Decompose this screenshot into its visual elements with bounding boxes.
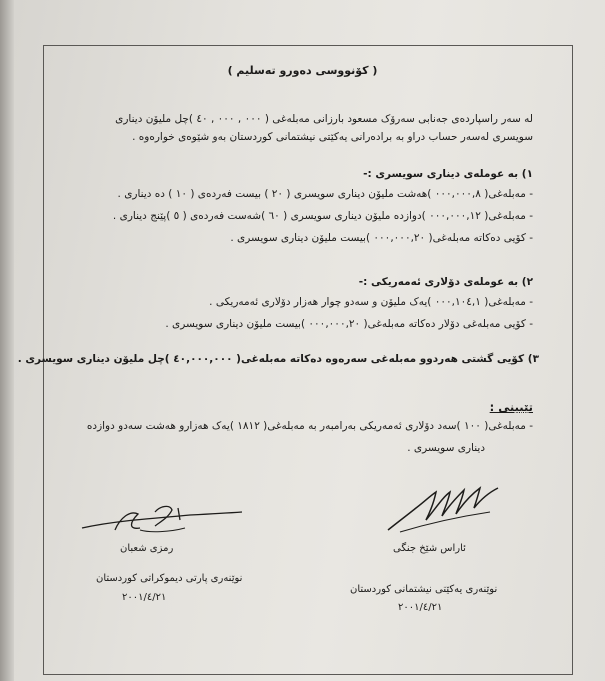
section2-line-2: - کۆیی مەبلەغی دۆلار دەکاتە مەبلەغی( ٠٠٠,٠٠٠,٢٠ )بیست ملیۆن دیناری سویسری .	[165, 318, 533, 330]
note-line-1: - مەبلەغی( ١٠٠ )سەد دۆلاری ئەمەریکی بەرامبەر بە مەبلەغی( ١٨١٢ )یەک هەزارو هەشت سەدو دوازدە	[86, 420, 533, 432]
note-line-2: دیناری سویسری .	[407, 442, 485, 454]
document-title: ( كۆنووسی دەورو تەسلیم )	[227, 64, 378, 77]
section1-line-2: - مەبلەغی( ٠٠٠,٠٠٠,١٢ )دوازدە ملیۆن دیناری سویسری ( ٦٠ )شەست فەردەی ( ٥ )پێنج دیناری .	[112, 210, 533, 222]
left-signatory-date: ٢٠٠١/٤/٢١	[122, 592, 167, 603]
left-signature-icon	[60, 500, 250, 545]
section3-heading: ٣) کۆیی گشتی هەردوو مەبلەغی سەرەوە دەکاتە مەبلەغی( ٤٠,٠٠٠,٠٠٠ )چل ملیۆن دیناری سویسری .	[17, 353, 539, 365]
right-signatory-name: ئاراس شێخ جنگی	[393, 543, 466, 554]
section1-line-3: - کۆیی دەکاتە مەبلەغی( ٠٠٠,٠٠٠,٢٠ )بیست ملیۆن دیناری سویسری .	[230, 232, 533, 244]
section2-heading: ٢) بە عوملەی دۆلاری ئەمەریکی :-	[358, 276, 533, 288]
section2-line-1: - مەبلەغی( ٠٠٠,١٠٤,١ )یەک ملیۆن و سەدو چوار هەزار دۆلاری ئەمەریکی .	[209, 296, 533, 308]
intro-line-2: سویسری لەسەر حساب دراو بە برادەرانی یەکێتی نیشتمانی کوردستان بەو شێوەی خوارەوە .	[132, 131, 533, 143]
section1-line-1: - مەبلەغی( ٠٠٠,٠٠٠,٨ )هەشت ملیۆن دیناری سویسری ( ٢٠ ) بیست فەردەی ( ١٠ ) دە دیناری .	[117, 188, 533, 200]
right-signatory-role: نوێنەری یەکێتی نیشتمانی کوردستان	[350, 584, 498, 595]
right-signature-icon	[380, 482, 505, 537]
section1-heading: ١) بە عوملەی دیناری سویسری :-	[363, 168, 533, 180]
left-signatory-name: رمزی شعبان	[120, 543, 174, 554]
right-signatory-date: ٢٠٠١/٤/٢١	[398, 602, 443, 613]
intro-line-1: لە سەر راسپاردەی جەنابی سەرۆک مسعود بارزانی مەبلەغی ( ٠٠٠ , ٠٠٠ , ٤٠ )چل ملیۆن دیناری	[115, 113, 533, 125]
page-edge-shadow	[0, 0, 14, 681]
note-heading: تێبینی :	[489, 400, 533, 414]
left-signatory-role: نوێنەری پارتی دیموکراتی کوردستان	[96, 573, 243, 584]
